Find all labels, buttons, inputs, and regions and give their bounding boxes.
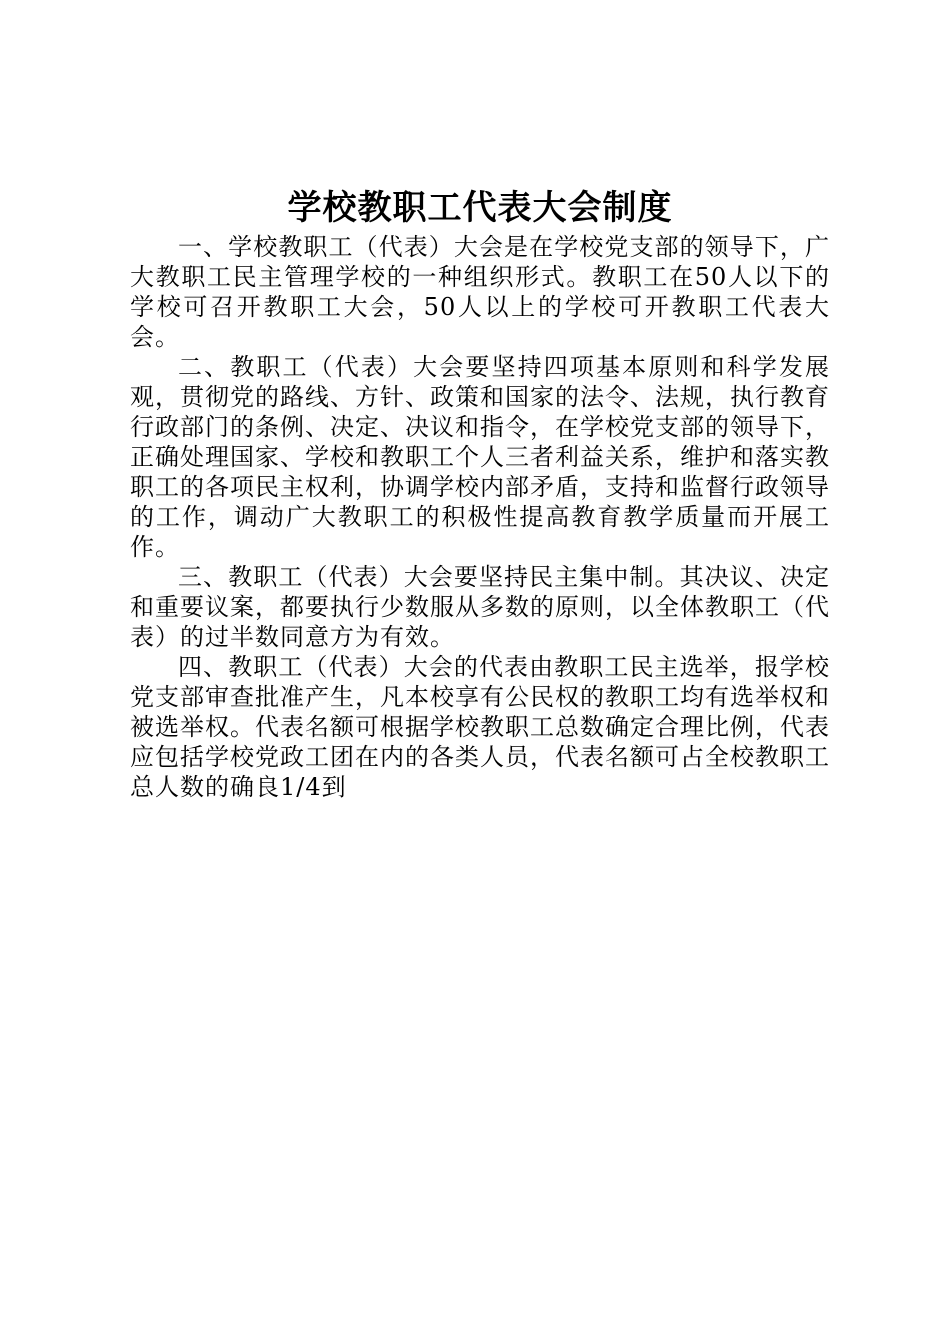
paragraph-1: 一、学校教职工（代表）大会是在学校党支部的领导下，广大教职工民主管理学校的一种组织形式。教职工在50人以下的学校可召开教职工大会，50人以上的学校可开教职工代表大会。 [130, 233, 830, 351]
document-title: 学校教职工代表大会制度 [287, 188, 673, 228]
paragraph-2: 二、教职工（代表）大会要坚持四项基本原则和科学发展观，贯彻党的路线、方针、政策和国家的法令、法规，执行教育行政部门的条例、决定、决议和指令，在学校党支部的领导下，正确处理国家、学校和教职工个人三者利益关系，维护和落实教职工的各项民主权利，协调学校内部矛盾，支持和监督行政领导的工作，调动广大教职工的积极性提高教育教学质量而开展工作。 [130, 353, 830, 561]
document-page [130, 186, 830, 802]
paragraph-4: 四、教职工（代表）大会的代表由教职工民主选举，报学校党支部审查批准产生，凡本校享有公民权的教职工均有选举权和被选举权。代表名额可根据学校教职工总数确定合理比例，代表应包括学校党政工团在内的各类人员，代表名额可占全校教职工总人数的确良1/4到 [130, 653, 830, 801]
paragraph-3: 三、教职工（代表）大会要坚持民主集中制。其决议、决定和重要议案，都要执行少数服从多数的原则，以全体教职工（代表）的过半数同意方为有效。 [130, 563, 830, 651]
